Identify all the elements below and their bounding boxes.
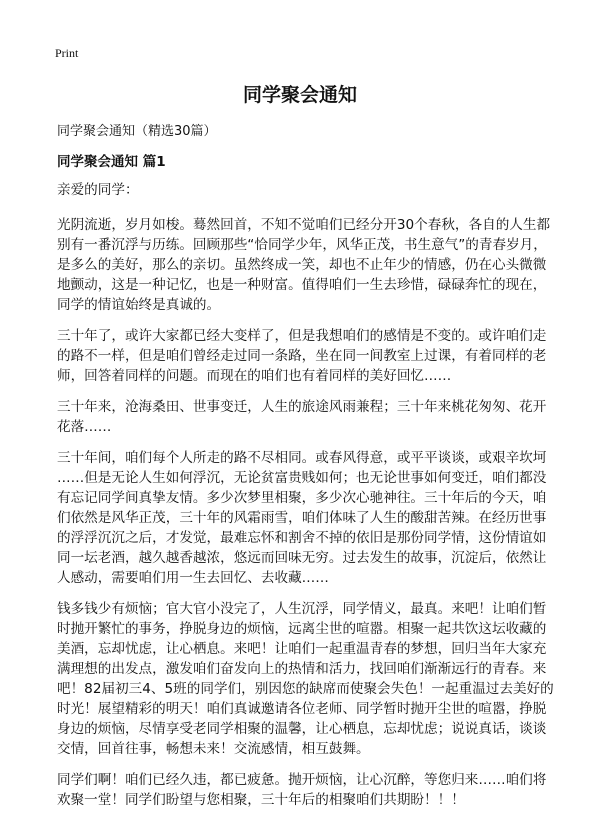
paragraph	[57, 215, 557, 315]
paragraph-line: 吧！82届初三4、5班的同学们，别因您的缺席而使聚会失色！一起重温过去美好的	[57, 681, 554, 697]
paragraph-line: 满理想的出发点，激发咱们奋发向上的热情和活力，找回咱们渐渐远行的青春。来	[57, 661, 547, 677]
paragraph-line: 同学的情谊始终是真诚的。	[57, 297, 221, 313]
paragraph-line: 们依然是风华正茂，三十年的风霜雨雪，咱们体味了人生的酸甜苦辣。在经历世事	[57, 510, 547, 526]
paragraph-line: 别有一番沉浮与历练。回顾那些“恰同学少年，风华正茂，书生意气”的青春岁月，	[57, 237, 547, 253]
paragraph-line: 三十年来，沧海桑田、世事变迁，人生的旅途风雨兼程；三十年来桃花匆匆、花开	[57, 399, 547, 415]
paragraph-line: 是多么的美好，那么的亲切。虽然终成一笑，却也不止年少的情感，仍在心头微微	[57, 257, 547, 273]
paragraph-line: 欢聚一堂！同学们盼望与您相聚，三十年后的相聚咱们共期盼！！！	[57, 792, 465, 808]
paragraph-line: 时光！展望精彩的明天！咱们真诚邀请各位老师、同学暂时抛开尘世的喧嚣，挣脱	[57, 701, 547, 717]
paragraph-line: 交情，回首往事，畅想未来！交流感情，相互鼓舞。	[57, 741, 370, 757]
paragraph-line: ……但是无论人生如何浮沉，无论贫富贵贱如何；也无论世事如何变迁，咱们都没	[57, 470, 547, 486]
paragraph	[57, 326, 557, 386]
paragraph-line: 美酒，忘却忧虑，让心栖息。来吧！让咱们一起重温青春的梦想，回归当年大家充	[57, 641, 547, 657]
paragraph-line: 同一坛老酒，越久越香越浓，悠远而回味无穷。过去发生的故事，沉淀后，依然让	[57, 550, 547, 566]
paragraph	[57, 397, 557, 437]
greeting: 亲爱的同学：	[57, 182, 139, 198]
paragraph-line: 的浮浮沉沉之后，才发觉，最难忘怀和割舍不掉的依旧是那份同学情，这份情谊如	[57, 530, 547, 546]
paragraph-line: 同学们啊！咱们已经久违，都已疲惫。抛开烦恼，让心沉醉，等您归来……咱们将	[57, 772, 547, 788]
paragraph-line: 身边的烦恼，尽情享受老同学相聚的温馨，让心栖息，忘却忧虑；说说真话，谈谈	[57, 721, 547, 737]
paragraph-line: 地颤动，这是一种记忆，也是一种财富。值得咱们一生去珍惜，碌碌奔忙的现在，	[57, 277, 547, 293]
paragraph-line: 师，回答着同样的问题。而现在的咱们也有着同样的美好回忆……	[57, 368, 452, 384]
section-heading: 同学聚会通知 篇1	[57, 154, 166, 170]
paragraph-line: 花落……	[57, 419, 112, 435]
paragraph	[57, 599, 557, 759]
paragraph	[57, 770, 557, 810]
paragraph-line: 人感动，需要咱们用一生去回忆、去收藏……	[57, 570, 329, 586]
paragraph-line: 时抛开繁忙的事务，挣脱身边的烦恼，远离尘世的喧嚣。相聚一起共饮这坛收藏的	[57, 621, 547, 637]
paragraph	[57, 448, 557, 588]
document-subtitle: 同学聚会通知（精选30篇）	[57, 124, 217, 139]
print-label: Print	[55, 46, 79, 60]
paragraph-line: 有忘记同学间真挚友情。多少次梦里相聚，多少次心驰神往。三十年后的今天，咱	[57, 490, 547, 506]
paragraph-line: 三十年了，或许大家都已经大变样了，但是我想咱们的感情是不变的。或许咱们走	[57, 328, 547, 344]
paragraph-line: 光阴流逝，岁月如梭。蓦然回首，不知不觉咱们已经分开30个春秋，各自的人生都	[57, 217, 551, 233]
paragraph-line: 的路不一样，但是咱们曾经走过同一条路，坐在同一间教室上过课，有着同样的老	[57, 348, 547, 364]
document-body	[57, 180, 557, 821]
paragraph-line: 钱多钱少有烦恼；官大官小没完了，人生沉浮，同学情义，最真。来吧！让咱们暂	[57, 601, 547, 617]
paragraph-line: 三十年间，咱们每个人所走的路不尽相同。或春风得意，或平平谈谈，或艰辛坎坷	[57, 450, 547, 466]
paragraphs	[57, 215, 557, 810]
page-title: 同学聚会通知	[242, 84, 357, 106]
